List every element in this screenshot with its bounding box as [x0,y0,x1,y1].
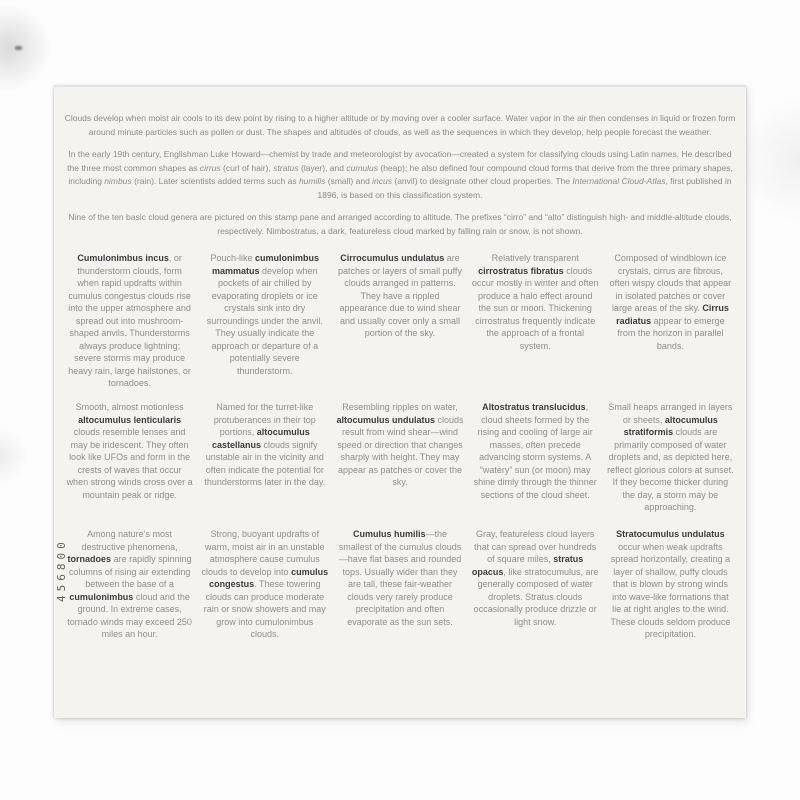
text-segment: Resembling ripples on water, [342,402,458,412]
block-tornadoes [64,528,195,641]
cloud-name-bold: altocumulus castellanus [212,427,310,450]
block-stratocumulus-undulatus [605,528,736,641]
intro-paragraph-cloud-formation: Clouds develop when moist air cools to its dew point by rising to a higher altitude or by moving over a cooler surface. Water vapor in the air then condenses in liquid or frozen form around minute particles such as pollen or dust. The shapes and altitudes of clouds, as well as the sequences in which they develop, help people forecast the weather. [64,113,736,137]
latin-term-italic: nimbus [104,176,132,186]
text-segment: clouds signify unstable air in the vicinity and often indicate the potential for thunderstorms later in the day. [204,439,326,487]
cloud-name-bold: tornadoes [67,554,112,564]
text-segment: clouds resemble lenses and may be iridescent. They often look like UFOs and form in the crests of waves that occur when strong winds cross over a mountain peak or ridge. [66,427,193,500]
cloud-name-bold: cumulonimbus [69,591,134,602]
block-altostratus-translucidus [470,401,601,501]
cloud-name-bold: Stratocumulus undulatus [616,529,725,539]
text-segment: Small heaps arranged in layers or sheets, [608,402,733,425]
text-segment: Composed of windblown ice crystals, cirrus are fibrous, often wispy clouds that appear in isolated patches or cover large areas of the sky. [609,253,732,313]
text-segment: —the smallest of the cumulus clouds—have flat bases and rounded tops. Usually wider than they are tall, these fair-weather clouds very rarely produce precipitation and often evaporate as the sun sets. [338,529,462,627]
text-segment: In the early 19th century, Englishman Luke Howard—chemist by trade and meteorologist by avocation—created a system for classifying clouds using Latin names. He described the three most common shapes as [67,149,732,173]
text-segment: Pouch-like [210,253,256,263]
block-altocumulus-lenticularis [64,401,195,501]
block-cirrostratus-fibratus [470,252,601,352]
text-segment: clouds occur mostly in winter and often produce a halo effect around the sun or moon. Thickening cirrostratus frequently indicate the approach of a frontal system. [471,265,599,351]
text-segment: are patches or layers of small puffy clouds arranged in patterns. They have a rippled appearance due to wind shear and usually cover only a small portion of the sky. [338,253,462,338]
text-segment: . These towering clouds can produce moderate rain or snow showers and may grow into cumulonimbus clouds. [203,579,326,639]
latin-term-italic: humilis [298,176,326,186]
cloud-descriptions-grid [64,252,736,641]
latin-term-italic: stratus [273,162,299,173]
text-segment: (rain). Later scientists added terms such as [131,176,299,186]
cloud-name-bold: Cirrus radiatus [616,303,729,326]
intro-paragraph-luke-howard [64,148,736,202]
text-segment: appear to emerge from the horizon in parallel bands. [617,315,725,351]
text-segment: (small) and [325,176,373,186]
cloud-name-bold: Cumulus humilis [352,529,426,539]
cloud-name-bold: altocumulus lenticularis [78,414,182,425]
cloud-name-bold: Cirrocumulus undulatus [340,253,445,263]
text-segment: are rapidly spinning columns of rising air extending between the base of a [68,554,192,589]
intro-paragraph-stamp-pane: Nine of the ten basic cloud genera are pictured on this stamp pane and arranged according to altitude. The prefixes “cirro” and “alto” distinguish high- and middle-altitude clouds, respectively. Nimbostratus, a dark, featureless cloud marked by falling rain or snow, is not shown. [68,212,732,236]
block-cirrus-radiatus [605,252,736,352]
cloud-name-bold: cumulonimbus mammatus [212,253,320,276]
cloud-name-bold: Altostratus translucidus [482,402,586,412]
block-cumulus-congestus [199,528,330,641]
text-segment: Among nature’s most destructive phenomena, [81,529,178,552]
block-altocumulus-stratiformis [605,401,736,514]
text-segment: (curl of hair), [220,162,274,173]
text-segment: , cloud sheets formed by the rising and cooling of large air masses, often precede advancing storm systems. A “watery” sun (or moon) may shine dimly through the thinner sections of the cloud sheet. [473,402,597,500]
text-segment: clouds result from wind shear—wind speed or direction that changes sharply with height. They may appear as patches or cover the sky. [337,414,464,487]
cloud-name-bold: altocumulus stratiformis [623,414,718,437]
text-segment: , or thunderstorm clouds, form when rapid updrafts within cumulus congestus clouds rise into the upper atmosphere and spread out into mushroom-shaped anvils. Thunderstorms always produce lightning; severe storms may produce heavy rain, large hailstones, or tornadoes. [68,253,191,388]
cloud-name-bold: altocumulus undulatus [336,414,435,425]
text-segment: occur when weak updrafts spread horizontally, creating a layer of shallow, puffy clouds that is blown by strong winds into wave-like formations that lie at right angles to the wind. These clouds seldom produce precipitation. [610,541,731,639]
latin-term-italic: cirrus [199,162,221,173]
cloud-name-bold: cirrostratus fibratus [478,265,564,276]
text-segment: , like stratocumulus, are generally composed of water droplets. Stratus clouds occasionally produce drizzle or light snow. [473,566,599,627]
text-segment: develop when pockets of air chilled by evaporating droplets or ice crystals sink into dry surroundings under the anvil. They usually indicate the approach or departure of a potentially severe thunderstorm. [206,265,323,376]
plate-number: 456800 [55,538,68,602]
block-cumulonimbus-mammatus [199,252,330,377]
text-segment: , first published in 1896, is based on this classification system. [317,176,732,200]
block-cirrocumulus-undulatus [334,252,465,340]
block-stratus-opacus [470,528,601,628]
text-segment: Named for the turret-like protuberances in their top portions, [213,402,316,437]
text-segment: (layer), and [298,162,347,173]
latin-term-italic: incus [372,176,393,186]
stamp-pane-back [54,86,746,718]
cloud-name-bold: Cumulonimbus incus [77,253,169,263]
cloud-name-bold: stratus opacus [471,554,584,577]
text-segment: clouds are primarily composed of water droplets and, as depicted here, reflect glorious colors at sunset. If they become thicker during the day, a storm may be approaching. [607,427,734,512]
block-cumulonimbus-incus [64,252,195,390]
text-segment: Relatively transparent [491,253,579,263]
scan-speck [15,46,22,50]
latin-term-italic: International Cloud-Atlas [572,176,666,186]
intro-section [64,86,736,238]
text-segment: cloud and the ground. In extreme cases, tornado winds may exceed 250 miles an hour. [67,591,192,639]
block-altocumulus-castellanus [199,401,330,489]
text-segment: (heap); he also defined four compound cloud forms that derive from the three primary shapes, including [68,162,733,186]
block-cumulus-humilis [334,528,465,628]
text-segment: Smooth, almost motionless [75,402,184,412]
text-segment: Strong, buoyant updrafts of warm, moist air in an unstable atmosphere cause cumulus clouds to develop into [201,529,325,577]
cloud-name-bold: cumulus congestus [209,566,329,589]
text-segment: Gray, featureless cloud layers that can spread over hundreds of square miles, [474,529,597,564]
latin-term-italic: cumulus [346,162,379,173]
block-altocumulus-undulatus [334,401,465,489]
text-segment: (anvil) to designate other cloud properties. The [392,176,573,186]
